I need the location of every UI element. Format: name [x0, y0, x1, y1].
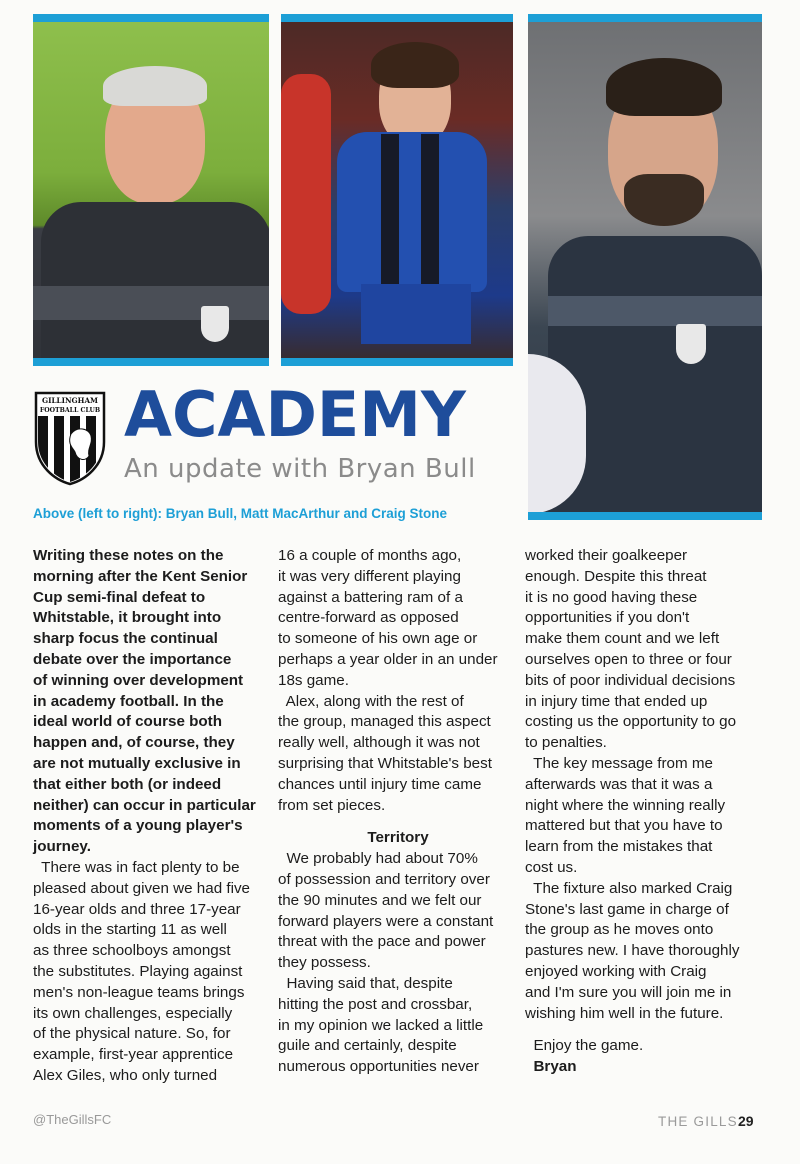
article-line: pastures new. I have thoroughly: [525, 942, 740, 960]
article-line: make them count and we left: [525, 630, 720, 648]
article-line: of possession and territory over: [278, 870, 490, 888]
article-line: Writing these notes on the: [33, 547, 224, 564]
article-column-1: [33, 546, 273, 1087]
article-line: example, first-year apprentice: [33, 1046, 234, 1064]
article-line: to someone of his own age or: [278, 630, 478, 648]
article-line: guile and certainly, despite: [278, 1037, 457, 1055]
article-line: We probably had about 70%: [278, 850, 478, 868]
article-line: the substitutes. Playing against: [33, 962, 243, 980]
article-line: wishing him well in the future.: [525, 1004, 724, 1022]
article-line: sharp focus the continual: [33, 630, 218, 648]
article-line: 16-year olds and three 17-year: [33, 900, 241, 918]
article-line: debate over the importance: [33, 650, 232, 668]
article-line: enough. Despite this threat: [525, 567, 707, 585]
article-line: to penalties.: [525, 734, 607, 752]
article-line: men's non-league teams brings: [33, 983, 245, 1001]
article-line: ourselves open to three or four: [525, 650, 732, 668]
article-line: the 90 minutes and we felt our: [278, 891, 482, 909]
article-line: chances until injury time came: [278, 775, 482, 793]
article-line: Alex Giles, who only turned: [33, 1066, 218, 1084]
article-line: Stone's last game in charge of: [525, 900, 729, 918]
article-line: costing us the opportunity to go: [525, 713, 737, 731]
article-line: in my opinion we lacked a little: [278, 1016, 484, 1034]
article-line: as three schoolboys amongst: [33, 942, 231, 960]
gillingham-crest-logo: [33, 390, 107, 486]
article-line: in injury time that ended up: [525, 692, 708, 710]
logo-text-line2: FOOTBALL CLUB: [39, 407, 101, 414]
article-line: really well, although it was not: [278, 734, 480, 752]
article-line: night where the winning really: [525, 796, 726, 814]
article-line: Enjoy the game.: [525, 1037, 644, 1055]
article-line: they possess.: [278, 954, 371, 972]
article-line: 16 a couple of months ago,: [278, 547, 462, 564]
article-line: forward players were a constant: [278, 912, 494, 930]
article-line: numerous opportunities never: [278, 1058, 479, 1076]
article-line: the group as he moves onto: [525, 921, 714, 939]
article-line: threat with the pace and power: [278, 933, 486, 951]
article-line: hitting the post and crossbar,: [278, 995, 473, 1013]
article-line: of winning over development: [33, 671, 244, 689]
article-line: morning after the Kent Senior: [33, 567, 248, 585]
article-line: neither) can occur in particular: [33, 796, 256, 814]
photo-caption: Above (left to right): Bryan Bull, Matt MacArthur and Craig Stone: [33, 506, 448, 521]
article-line: its own challenges, especially: [33, 1004, 233, 1022]
article-line: Bryan: [525, 1058, 577, 1076]
article-line: centre-forward as opposed: [278, 609, 459, 627]
article-line: it is no good having these: [525, 588, 698, 606]
magazine-name: THE GILLS: [658, 1114, 738, 1129]
photo-matt-macarthur: [281, 14, 513, 366]
article-line: 18s game.: [278, 671, 349, 689]
article-line: The fixture also marked Craig: [525, 879, 733, 897]
article-line: learn from the mistakes that: [525, 838, 713, 856]
page-number: 29: [738, 1113, 754, 1129]
page-subtitle: An update with Bryan Bull: [124, 454, 476, 484]
article-line: enjoyed working with Craig: [525, 962, 707, 980]
photo-craig-stone: [528, 14, 762, 520]
article-line: mattered but that you have to: [525, 817, 723, 835]
article-line: Cup semi-final defeat to: [33, 588, 206, 606]
article-line: the group, managed this aspect: [278, 713, 491, 731]
article-line: worked their goalkeeper: [525, 547, 688, 564]
article-line: afterwards was that it was a: [525, 775, 713, 793]
article-line: Whitstable, it brought into: [33, 609, 222, 627]
article-line: of the physical nature. So, for: [33, 1025, 231, 1043]
article-line: cost us.: [525, 858, 578, 876]
twitter-handle: @TheGillsFC: [33, 1112, 112, 1127]
article-line: that either both (or indeed: [33, 775, 222, 793]
article-line: ideal world of course both: [33, 713, 223, 731]
article-column-2: [278, 546, 518, 1078]
article-line: surprising that Whitstable's best: [278, 754, 492, 772]
page-title: ACADEMY: [124, 378, 466, 451]
article-line: Having said that, despite: [278, 974, 453, 992]
article-line: happen and, of course, they: [33, 734, 235, 752]
article-line: Alex, along with the rest of: [278, 692, 464, 710]
article-line: perhaps a year older in an under: [278, 650, 498, 668]
article-line: moments of a young player's: [33, 817, 243, 835]
article-line: There was in fact plenty to be: [33, 858, 240, 876]
article-line: against a battering ram of a: [278, 588, 463, 606]
photo-bryan-bull: [33, 14, 269, 366]
article-line: journey.: [33, 838, 91, 856]
article-column-3: [525, 546, 765, 1078]
article-line: from set pieces.: [278, 796, 386, 814]
article-line: are not mutually exclusive in: [33, 754, 241, 772]
logo-text-line1: GILLINGHAM: [41, 396, 99, 405]
article-line: in academy football. In the: [33, 692, 224, 710]
article-line: The key message from me: [525, 754, 713, 772]
article-line: it was very different playing: [278, 567, 461, 585]
article-line: pleased about given we had five: [33, 879, 251, 897]
article-line: opportunities if you don't: [525, 609, 690, 627]
article-line: and I'm sure you will join me in: [525, 983, 732, 1001]
section-heading: Territory: [367, 829, 429, 847]
article-line: bits of poor individual decisions: [525, 671, 736, 689]
article-line: olds in the starting 11 as well: [33, 921, 227, 939]
